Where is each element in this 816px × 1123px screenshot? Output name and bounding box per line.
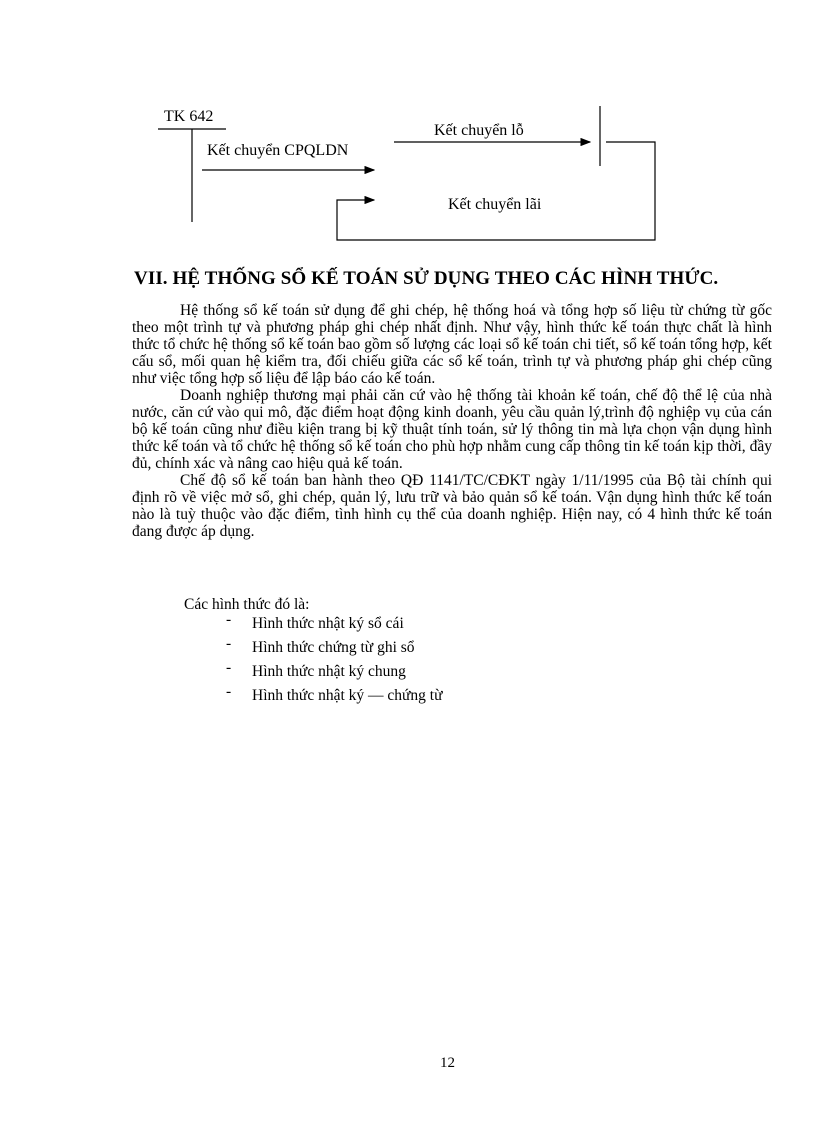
transfer-loss-label: Kết chuyển lỗ — [434, 122, 524, 139]
transfer-profit-label: Kết chuyển lãi — [448, 196, 542, 213]
list-item — [226, 660, 443, 684]
bullet-dash: - — [226, 635, 232, 652]
list-item — [226, 612, 443, 636]
page-number: 12 — [440, 1055, 455, 1071]
account-label: TK 642 — [164, 108, 214, 125]
bullet-dash: - — [226, 683, 232, 700]
bullet-dash: - — [226, 611, 232, 628]
account-transfer-diagram — [0, 0, 816, 260]
transfer-expense-label: Kết chuyển CPQLDN — [207, 142, 349, 159]
accounting-forms-list — [226, 612, 443, 708]
paragraph-1: Hệ thống sổ kế toán sử dụng để ghi chép, hệ thống hoá và tổng hợp số liệu từ chứng từ gốc theo một trình tự và phương pháp ghi chép nhất định. Như vậy, hình thức kế toán thực chất là hình thức tổ chức hệ thống sổ kế toán bao gồm số lượng các loại sổ kế toán chi tiết, sổ kế toán tổng hợp, kết cấu sổ, mối quan hệ kiểm tra, đối chiếu giữa các sổ kế toán, trình tự và phương pháp ghi chép cũng như việc tổng hợp số liệu để lập báo cáo kế toán. — [132, 302, 772, 387]
body-text — [132, 302, 772, 540]
paragraph-2: Doanh nghiệp thương mại phải căn cứ vào hệ thống tài khoản kế toán, chế độ thể lệ của nhà nước, căn cứ vào qui mô, đặc điểm hoạt động kinh doanh, yêu cầu quản lý,trình độ nghiệp vụ của cán bộ kế toán cũng như điều kiện trang bị kỹ thuật tính toán, sử lý thông tin mà lựa chọn vận dụng hình thức kế toán và tổ chức hệ thống sổ kế toán cho phù hợp nhằm cung cấp thông tin kế toán kịp thời, đầy đủ, chính xác và nâng cao hiệu quả kế toán. — [132, 387, 772, 472]
list-item-label: Hình thức nhật ký sổ cái — [252, 615, 404, 632]
list-item-label: Hình thức nhật ký chung — [252, 663, 406, 680]
list-item — [226, 636, 443, 660]
list-item — [226, 684, 443, 708]
section-heading: VII. HỆ THỐNG SỔ KẾ TOÁN SỬ DỤNG THEO CÁC HÌNH THỨC. — [134, 268, 719, 289]
diagram-lines — [0, 0, 816, 260]
bullet-dash: - — [226, 659, 232, 676]
list-item-label: Hình thức nhật ký — chứng từ — [252, 687, 443, 704]
paragraph-3: Chế độ sổ kế toán ban hành theo QĐ 1141/TC/CĐKT ngày 1/11/1995 của Bộ tài chính qui định rõ về việc mở sổ, ghi chép, quản lý, lưu trữ và bảo quản sổ kế toán. Vận dụng hình thức kế toán nào là tuỳ thuộc vào đặc điểm, tình hình cụ thể của doanh nghiệp. Hiện nay, có 4 hình thức kế toán đang được áp dụng. — [132, 472, 772, 540]
list-intro: Các hình thức đó là: — [184, 596, 310, 613]
profit-loop-line — [337, 142, 655, 240]
list-item-label: Hình thức chứng từ ghi sổ — [252, 639, 415, 656]
